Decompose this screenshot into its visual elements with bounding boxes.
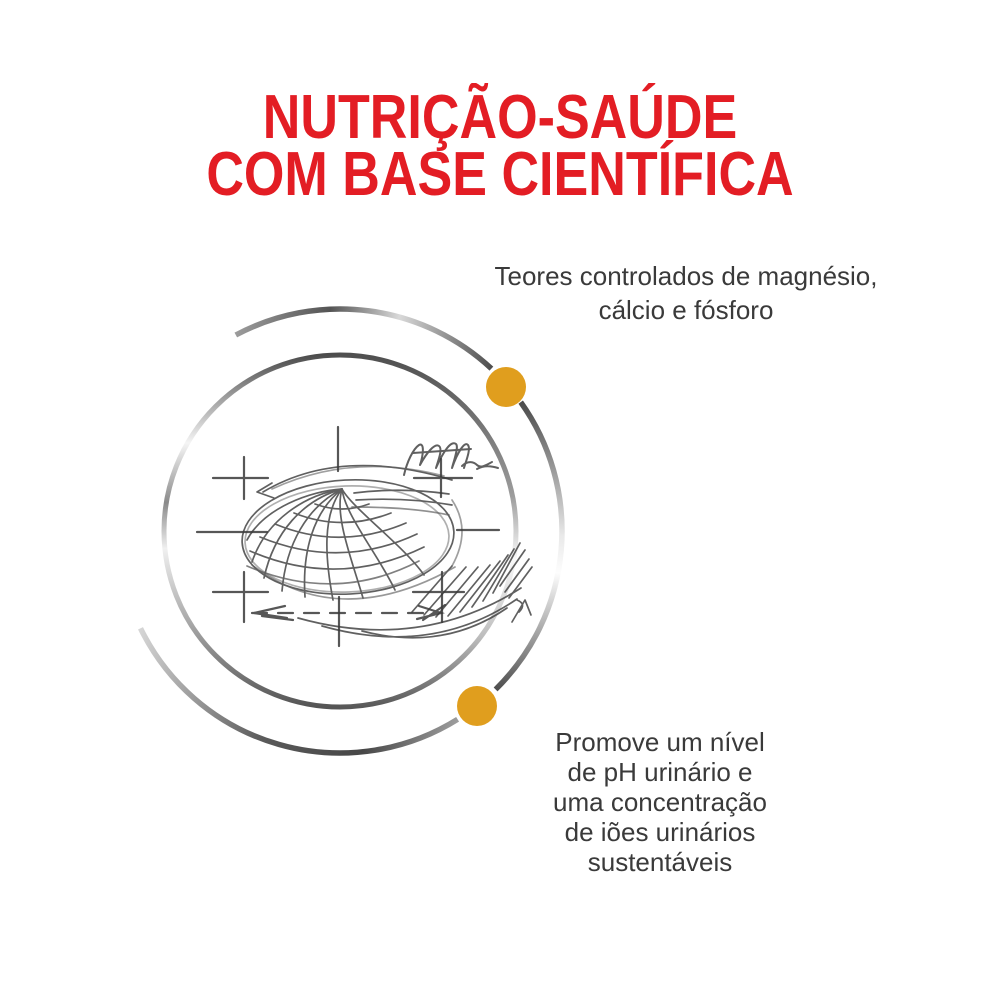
marker-dot-bottom xyxy=(457,686,497,726)
marker-dot-top xyxy=(486,367,526,407)
callout-urinary-line3: uma concentração xyxy=(553,787,767,817)
outer-ring-top-arc xyxy=(236,309,492,369)
outer-ring-right-arc xyxy=(496,402,562,689)
callout-urinary-line4: de iões urinários xyxy=(564,817,756,847)
page-title-line2: COM BASE CIENTÍFICA xyxy=(206,140,794,209)
kibble-sketch xyxy=(239,443,532,638)
callout-urinary-line5: sustentáveis xyxy=(587,847,733,877)
callout-urinary-line1: Promove um nível xyxy=(555,727,765,757)
page-title-line1: NUTRIÇÃO-SAÚDE xyxy=(262,83,738,152)
callout-minerals-line1: Teores controlados de magnésio, xyxy=(494,261,878,291)
kibble-wireframe-latitudes xyxy=(247,504,424,584)
callout-minerals-line2: cálcio e fósforo xyxy=(598,295,774,325)
callout-urinary-line2: de pH urinário e xyxy=(567,757,753,787)
